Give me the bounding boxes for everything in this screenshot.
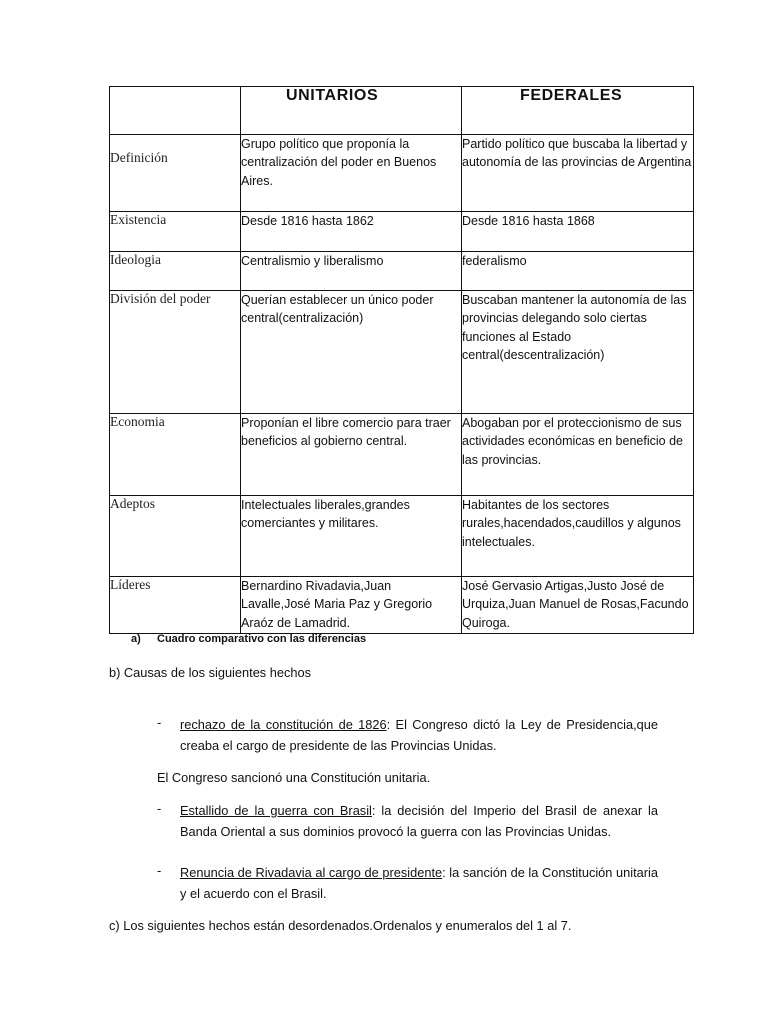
- federales-cell: Habitantes de los sectores rurales,hacendados,caudillos y algunos intelectuales.: [462, 496, 694, 577]
- table-row: [110, 414, 694, 496]
- section-b-heading: b) Causas de los siguientes hechos: [109, 665, 312, 680]
- unitarios-cell: Intelectuales liberales,grandes comerciantes y militares.: [241, 496, 462, 577]
- federales-cell: Abogaban por el proteccionismo de sus actividades económicas en beneficio de las provincias.: [462, 414, 694, 496]
- list-bullet: -: [157, 801, 162, 816]
- list-item: El Congreso sancionó una Constitución unitaria.: [157, 770, 431, 785]
- item-text: : El Congreso dictó la Ley de Presidencia,que creaba el cargo de presidente de las Provincias Unidas.: [180, 717, 659, 753]
- item-text: : la sanción de la Constitución unitaria y el acuerdo con el Brasil.: [180, 865, 658, 901]
- list-item: [180, 715, 658, 756]
- caption-text: Cuadro comparativo con las diferencias: [157, 633, 367, 645]
- section-c-heading: c) Los siguientes hechos están desordenados.Ordenalos y enumeralos del 1 al 7.: [109, 918, 572, 933]
- list-item: [180, 863, 658, 904]
- table-caption: [131, 633, 366, 645]
- header-federales: FEDERALES: [462, 87, 694, 135]
- table-row: [110, 577, 694, 634]
- row-label: Existencia: [110, 212, 241, 252]
- federales-cell: Partido político que buscaba la libertad y autonomía de las provincias de Argentina: [462, 135, 694, 212]
- row-label: Definición: [110, 135, 241, 212]
- unitarios-cell: Desde 1816 hasta 1862: [241, 212, 462, 252]
- table-header-row: [110, 87, 694, 135]
- federales-cell: federalismo: [462, 252, 694, 291]
- table-row: [110, 212, 694, 252]
- unitarios-cell: Centralismio y liberalismo: [241, 252, 462, 291]
- unitarios-cell: Bernardino Rivadavia,Juan Lavalle,José Maria Paz y Gregorio Araóz de Lamadrid.: [241, 577, 462, 634]
- row-label: Líderes: [110, 577, 241, 634]
- table-row: [110, 291, 694, 414]
- row-label: Adeptos: [110, 496, 241, 577]
- table-row: [110, 496, 694, 577]
- item-title: Renuncia de Rivadavia al cargo de presidente: [180, 865, 443, 880]
- row-label: Economia: [110, 414, 241, 496]
- comparison-table: [109, 86, 694, 634]
- federales-cell: Desde 1816 hasta 1868: [462, 212, 694, 252]
- item-title: Estallido de la guerra con Brasil: [180, 803, 372, 818]
- federales-cell: Buscaban mantener la autonomía de las provincias delegando solo ciertas funciones al Estado central(descentralización): [462, 291, 694, 414]
- unitarios-cell: Grupo político que proponía la centralización del poder en Buenos Aires.: [241, 135, 462, 212]
- row-label: División del poder: [110, 291, 241, 414]
- unitarios-cell: Querían establecer un único poder central(centralización): [241, 291, 462, 414]
- list-bullet: -: [157, 715, 162, 730]
- header-unitarios: UNITARIOS: [241, 87, 462, 135]
- caption-marker: a): [131, 633, 141, 645]
- federales-cell: José Gervasio Artigas,Justo José de Urquiza,Juan Manuel de Rosas,Facundo Quiroga.: [462, 577, 694, 634]
- item-text: : la decisión del Imperio del Brasil de anexar la Banda Oriental a sus dominios provocó la guerra con las Provincias Unidas.: [180, 803, 658, 839]
- list-bullet: -: [157, 863, 162, 878]
- unitarios-cell: Proponían el libre comercio para traer beneficios al gobierno central.: [241, 414, 462, 496]
- row-label: Ideologia: [110, 252, 241, 291]
- item-title: rechazo de la constitución de 1826: [180, 717, 387, 732]
- header-empty-cell: [110, 87, 241, 135]
- table-row: [110, 252, 694, 291]
- table-row: [110, 135, 694, 212]
- list-item: [180, 801, 658, 842]
